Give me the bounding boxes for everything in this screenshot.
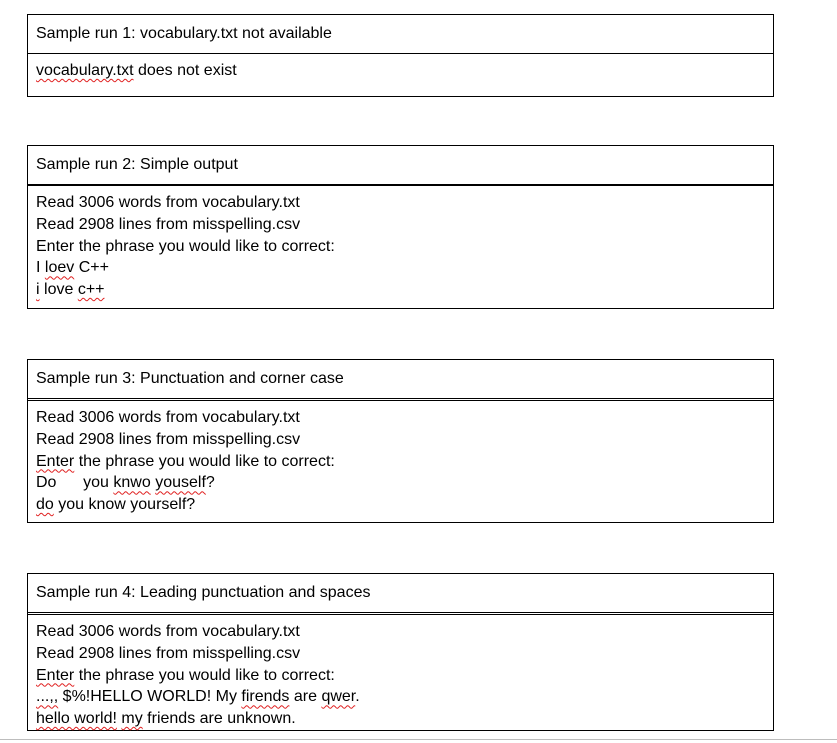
misspelled-word: c++ [77,281,105,299]
output-text: $%!HELLO WORLD! My [58,688,242,706]
misspelled-word: hello world! [36,710,117,728]
output-text: ? [205,474,215,492]
output-text: I [36,259,45,277]
output-line [36,279,765,301]
sample-run-2-table [27,145,774,309]
output-text: the phrase you would like to correct: [74,452,335,470]
output-text: love [39,281,78,299]
output-line [36,708,765,730]
output-line [36,621,765,643]
output-text: Read 3006 words from vocabulary.txt [36,409,300,426]
output-line [36,472,765,494]
sample-run-4-table [27,573,774,731]
misspelled-word: ...,, [36,688,59,706]
sample-run-2-header: Sample run 2: Simple output [36,156,238,173]
output-text: Read 2908 lines from misspelling.csv [36,644,301,662]
output-line [36,494,765,516]
output-line [36,192,765,214]
output-line [36,665,765,687]
misspelled-word: my [121,710,143,728]
sample-run-2-output [28,184,773,305]
output-line [36,257,765,279]
misspelled-word: Enter [36,666,75,684]
output-text: Read 2908 lines from misspelling.csv [36,215,301,233]
sample-run-3-table [27,359,774,523]
output-text: you know yourself? [53,496,196,514]
output-text: the phrase you would like to correct: [74,666,335,684]
output-text: Read 3006 words from vocabulary.txt [36,623,300,640]
output-text: Read 3006 words from vocabulary.txt [36,194,300,211]
output-text: C++ [74,259,109,277]
page-bottom-rule [0,739,837,740]
sample-run-1-output [28,53,773,86]
sample-run-1-header: Sample run 1: vocabulary.txt not available [36,25,332,42]
output-line [36,236,765,258]
misspelled-word: loev [44,259,75,277]
output-text: Enter the phrase you would like to correct: [36,237,335,255]
output-text: Do you [36,474,114,492]
output-text: . [355,688,360,706]
sample-run-3-header: Sample run 3: Punctuation and corner case [36,370,344,387]
output-text: are [289,688,322,706]
misspelled-word: i [36,281,40,299]
misspelled-word: Enter [36,452,75,470]
misspelled-word: do [36,496,54,514]
misspelled-word: qwer [321,688,356,706]
output-line [36,451,765,473]
output-line [36,643,765,665]
output-text: does not exist [133,62,237,79]
sample-run-4-header: Sample run 4: Leading punctuation and spaces [36,584,371,601]
output-text: Read 2908 lines from misspelling.csv [36,430,301,448]
misspelled-word: knwo [113,474,151,492]
output-line [36,214,765,236]
output-line [36,686,765,708]
sample-run-3-output [28,398,773,520]
output-line [36,60,765,82]
misspelled-word: vocabulary.txt [36,62,134,79]
output-line [36,407,765,429]
sample-run-1-table [27,14,774,97]
sample-run-4-output [28,612,773,734]
output-text: friends are unknown. [142,710,296,728]
misspelled-word: youself [155,474,206,492]
output-line [36,429,765,451]
misspelled-word: firends [241,688,290,706]
